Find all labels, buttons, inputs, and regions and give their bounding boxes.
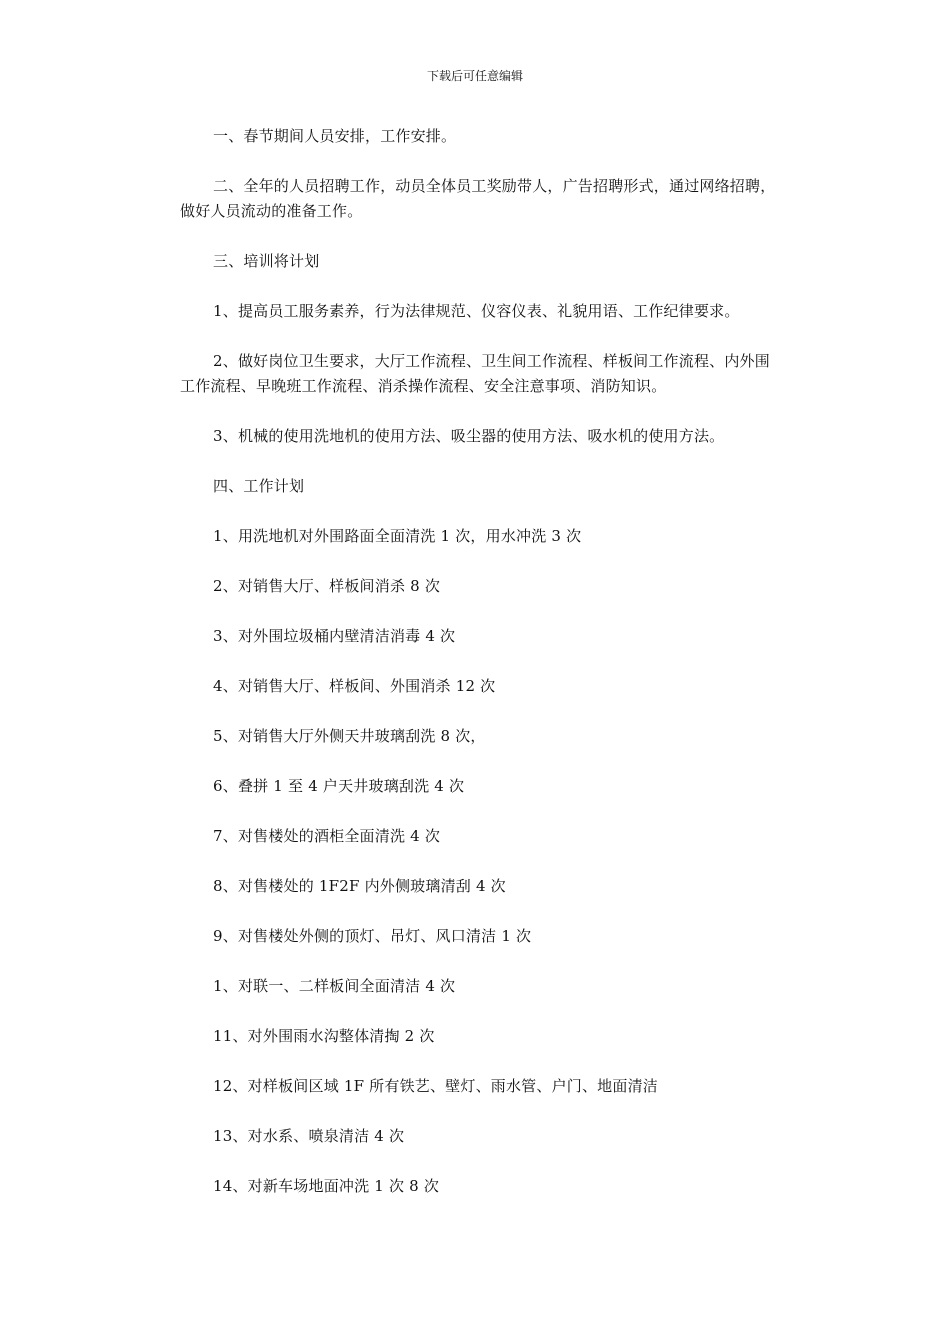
paragraph-work-item: 2、对销售大厅、样板间消杀 8 次 [213,577,441,595]
paragraph-training-item: 2、做好岗位卫生要求，大厅工作流程、卫生间工作流程、样板间工作流程、内外围工作流程、早晚班工作流程、消杀操作流程、安全注意事项、消防知识。 [180,352,770,395]
paragraph-section-four: 四、工作计划 [213,477,305,495]
paragraph-work-item: 3、对外围垃圾桶内壁清洁消毒 4 次 [213,627,456,645]
paragraph-work-item: 13、对水系、喷泉清洁 4 次 [213,1127,405,1145]
paragraph-work-item: 8、对售楼处的 1F2F 内外侧玻璃清刮 4 次 [213,877,506,895]
paragraph-work-item: 1、对联一、二样板间全面清洁 4 次 [213,977,456,995]
paragraph-work-item: 12、对样板间区域 1F 所有铁艺、壁灯、雨水管、户门、地面清洁 [213,1077,658,1095]
paragraph-work-item: 7、对售楼处的酒柜全面清洗 4 次 [213,827,441,845]
page-header-note: 下载后可任意编辑 [426,69,523,83]
paragraph-work-item: 14、对新车场地面冲洗 1 次 8 次 [213,1177,440,1195]
paragraph-work-item: 11、对外围雨水沟整体清掏 2 次 [213,1027,435,1045]
paragraph-work-item: 6、叠拼 1 至 4 户天井玻璃刮洗 4 次 [213,777,465,795]
document-body [180,124,780,1224]
paragraph-work-item: 5、对销售大厅外侧天井玻璃刮洗 8 次， [213,727,486,745]
paragraph-work-item: 1、用洗地机对外围路面全面清洗 1 次，用水冲洗 3 次 [213,527,582,545]
paragraph-work-item: 9、对售楼处外侧的顶灯、吊灯、风口清洁 1 次 [213,927,532,945]
paragraph-training-item: 3、机械的使用洗地机的使用方法、吸尘器的使用方法、吸水机的使用方法。 [213,427,725,445]
paragraph-training-item: 1、提高员工服务素养，行为法律规范、仪容仪表、礼貌用语、工作纪律要求。 [213,302,740,320]
paragraph-section-three: 三、培训将计划 [213,252,320,270]
paragraph-work-item: 4、对销售大厅、样板间、外围消杀 12 次 [213,677,496,695]
paragraph-section-one: 一、春节期间人员安排，工作安排。 [213,127,457,145]
paragraph-section-two: 二、全年的人员招聘工作，动员全体员工奖励带人，广告招聘形式，通过网络招聘，做好人员流动的准备工作。 [180,177,776,220]
